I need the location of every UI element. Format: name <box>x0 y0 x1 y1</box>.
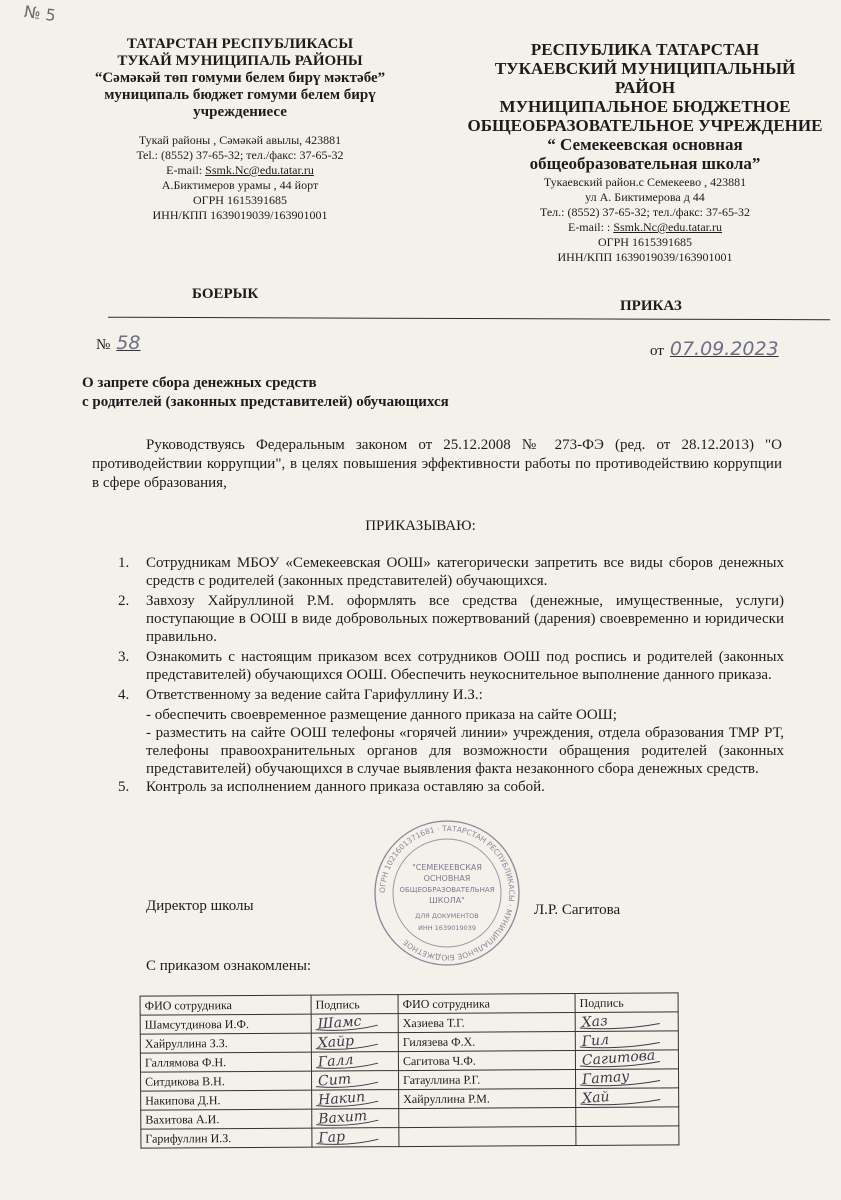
signature-cell <box>576 1107 679 1127</box>
svg-text:Шамс: Шамс <box>317 1013 363 1033</box>
svg-text:Хаз: Хаз <box>581 1013 609 1032</box>
director-name: Л.Р. Сагитова <box>534 902 621 918</box>
employee-name-cell: Сагитова Ч.Ф. <box>398 1050 575 1070</box>
email-line <box>448 220 841 235</box>
svg-text:Гар: Гар <box>317 1128 346 1147</box>
preamble: Руководствуясь Федеральным законом от 25.12.2008 № 273-ФЭ (ред. от 28.12.2013) "О противодействии коррупции", в целях повышения эффективности работы по противодействию коррупции в сфере образования, <box>92 437 782 491</box>
item-number: 5. <box>118 779 130 795</box>
stamp-ring-text: ОГРН 1021601371681 · ТАТАРСТАН РЕСПУБЛИКАСЫ · МУНИЦИПАЛЬНОЕ БЮДЖЕТНОЕ <box>377 823 517 963</box>
svg-text:Вахит: Вахит <box>317 1107 368 1128</box>
title-line: муниципаль бюджет гомуми белем бирү <box>104 87 376 103</box>
ogrn: ОГРН 1615391685 <box>193 193 287 207</box>
title-line: ТУКАЕВСКИЙ МУНИЦИПАЛЬНЫЙ <box>494 59 796 78</box>
employee-name-cell: Гилязева Ф.Х. <box>398 1031 575 1051</box>
header-cell: Подпись <box>311 995 398 1015</box>
header-russian <box>448 40 841 265</box>
employee-name-cell: Хазиева Т.Г. <box>398 1012 575 1032</box>
title-line: “ Семекеевская основная <box>547 135 743 154</box>
street: ул А. Биктимерова д 44 <box>585 190 705 204</box>
subject-line: О запрете сбора денежных средств <box>82 375 317 391</box>
signature-cell <box>312 1128 399 1148</box>
street: А.Биктимеров урамы , 44 йорт <box>161 178 319 192</box>
stamp-line: ОБЩЕОБРАЗОВАТЕЛЬНАЯ <box>399 886 495 894</box>
school-stamp <box>372 818 522 968</box>
svg-text:Хай: Хай <box>581 1089 611 1108</box>
signature-scribble <box>314 1125 384 1147</box>
acknowledgement-label: С приказом ознакомлены: <box>146 958 312 974</box>
subject-line: с родителей (законных представителей) обучающихся <box>82 394 449 410</box>
order-date <box>650 338 779 360</box>
doc-type-tatar: БОЕРЫК <box>192 286 259 302</box>
order-item <box>118 648 784 684</box>
item-number: 2. <box>118 593 130 609</box>
employee-name-cell: Вахитова А.И. <box>141 1109 312 1129</box>
title-line: РАЙОН <box>614 78 676 97</box>
title-line: РЕСПУБЛИКА ТАТАРСТАН <box>530 40 760 59</box>
svg-text:Гатау: Гатау <box>581 1068 630 1089</box>
header-russian-title <box>448 40 841 173</box>
email-line <box>58 163 422 178</box>
svg-text:Хайр: Хайр <box>317 1032 355 1052</box>
inn: ИНН/КПП 1639019039/163901001 <box>557 250 733 264</box>
signature-scribble <box>578 1085 666 1108</box>
svg-text:Галл: Галл <box>317 1052 354 1071</box>
date-label: от <box>650 343 664 359</box>
employee-name-cell: Накипова Д.Н. <box>141 1090 312 1110</box>
number-label: № <box>96 337 111 353</box>
order-item <box>118 778 784 796</box>
email-label: E-mail: : <box>567 220 614 234</box>
header-russian-contacts <box>448 175 841 265</box>
employee-name-cell <box>399 1107 576 1127</box>
header-tatar-contacts <box>58 133 422 223</box>
order-subitem: - обеспечить своевременное размещение данного приказа на сайте ООШ; <box>146 707 617 723</box>
stamp-line: ДЛЯ ДОКУМЕНТОВ <box>415 912 479 920</box>
header-tatar-title <box>58 36 422 121</box>
title-line: “Сәмәкәй төп гомуми белем бирү мәктәбе” <box>94 70 386 86</box>
employee-name-cell: Гатауллина Р.Г. <box>399 1069 576 1089</box>
title-line: ТАТАРСТАН РЕСПУБЛИКАСЫ <box>126 36 354 52</box>
date-value: 07.09.2023 <box>669 338 779 360</box>
svg-text:Гил: Гил <box>581 1032 610 1051</box>
director-title: Директор школы <box>146 898 254 914</box>
signature-cell <box>576 1126 679 1146</box>
phone: Тел.: (8552) 37-65-32; тел./факс: 37-65-32 <box>539 205 751 219</box>
table-body <box>140 1012 679 1148</box>
title-line: учреждениесе <box>193 104 287 120</box>
title-line: ТУКАЙ МУНИЦИПАЛЬ РАЙОНЫ <box>117 53 363 69</box>
header-divider <box>108 317 830 321</box>
order-item <box>118 592 784 646</box>
header-cell: Подпись <box>575 993 678 1013</box>
number-value: 58 <box>116 332 141 354</box>
order-item <box>118 686 784 704</box>
header-tatar <box>58 36 422 223</box>
order-subitem: - разместить на сайте ООШ телефоны «горячей линии» учреждения, отдела образования ТМР РТ, телефоны правоохранительных органов для возможности обращения родителей (законных представителей) обучающихся в случае выявления факта незаконного сбора денежных средств. <box>146 725 784 777</box>
order-number <box>96 332 141 354</box>
employee-name-cell: Шамсутдинова И.Ф. <box>140 1014 311 1034</box>
employee-name-cell: Хайруллина З.З. <box>140 1033 311 1053</box>
email-link[interactable]: Ssmk.Nc@edu.tatar.ru <box>613 220 723 234</box>
item-text: Ответственному за ведение сайта Гарифуллину И.З.: <box>146 687 483 703</box>
phone: Tel.: (8552) 37-65-32; тел./факс: 37-65-32 <box>136 148 344 162</box>
title-line: общеобразовательная школа” <box>529 154 761 173</box>
order-items <box>118 554 784 798</box>
order-subject <box>82 374 449 412</box>
doc-type-russian: ПРИКАЗ <box>620 298 682 314</box>
address: Тукаевский район.с Семекеево , 423881 <box>543 175 747 189</box>
employee-name-cell: Гарифуллин И.З. <box>141 1128 312 1148</box>
title-line: МУНИЦИПАЛЬНОЕ БЮДЖЕТНОЕ <box>499 97 791 116</box>
order-item <box>118 554 784 590</box>
employee-name-cell <box>399 1126 576 1146</box>
stamp-line: ОСНОВНАЯ <box>423 874 471 883</box>
stamp-line: "СЕМЕКЕЕВСКАЯ <box>412 863 482 872</box>
item-text: Завхозу Хайруллиной Р.М. оформлять все средства (денежные, имущественные, услуги) поступающие в ООШ в виде добровольных пожертвований (дарения) своевременно и юридически правильно. <box>146 593 784 645</box>
ogrn: ОГРН 1615391685 <box>598 235 692 249</box>
address: Тукай районы , Сәмәкәй авылы, 423881 <box>138 133 342 147</box>
header-cell: ФИО сотрудника <box>140 995 311 1015</box>
item-text: Контроль за исполнением данного приказа оставляю за собой. <box>146 779 545 795</box>
title-line: ОБЩЕОБРАЗОВАТЕЛЬНОЕ УЧРЕЖДЕНИЕ <box>467 116 823 135</box>
stamp-line: ШКОЛА" <box>429 896 465 905</box>
svg-text:Сагитова: Сагитова <box>581 1047 656 1070</box>
stamp-line: ИНН 1639019039 <box>417 924 477 932</box>
item-text: Сотрудникам МБОУ «Семекеевская ООШ» категорически запретить все виды сборов денежных средств с родителей (законных представителей) обучающихся. <box>146 555 784 589</box>
email-link[interactable]: Ssmk.Nc@edu.tatar.ru <box>205 163 314 177</box>
signature-cell <box>576 1088 679 1108</box>
employee-name-cell: Галлямова Ф.Н. <box>140 1052 311 1072</box>
employee-name-cell: Ситдикова В.Н. <box>141 1071 312 1091</box>
inn: ИНН/КПП 1639019039/163901001 <box>152 208 328 222</box>
item-number: 4. <box>118 687 130 703</box>
email-label: E-mail: <box>166 163 206 177</box>
item-text: Ознакомить с настоящим приказом всех сотрудников ООШ под роспись и родителей (законных представителей) обучающихся ООШ. Обеспечить неукоснительное выполнение данного приказа. <box>146 649 784 683</box>
corner-mark: № 5 <box>22 1 58 26</box>
employee-name-cell: Хайруллина Р.М. <box>399 1088 576 1108</box>
svg-text:Сит: Сит <box>317 1071 352 1090</box>
order-word: ПРИКАЗЫВАЮ: <box>365 518 476 534</box>
svg-text:Накип: Накип <box>317 1089 366 1109</box>
item-number: 1. <box>118 555 130 571</box>
acknowledgement-table <box>140 992 680 1148</box>
item-number: 3. <box>118 649 130 665</box>
table-row <box>141 1126 679 1148</box>
header-cell: ФИО сотрудника <box>398 993 575 1013</box>
